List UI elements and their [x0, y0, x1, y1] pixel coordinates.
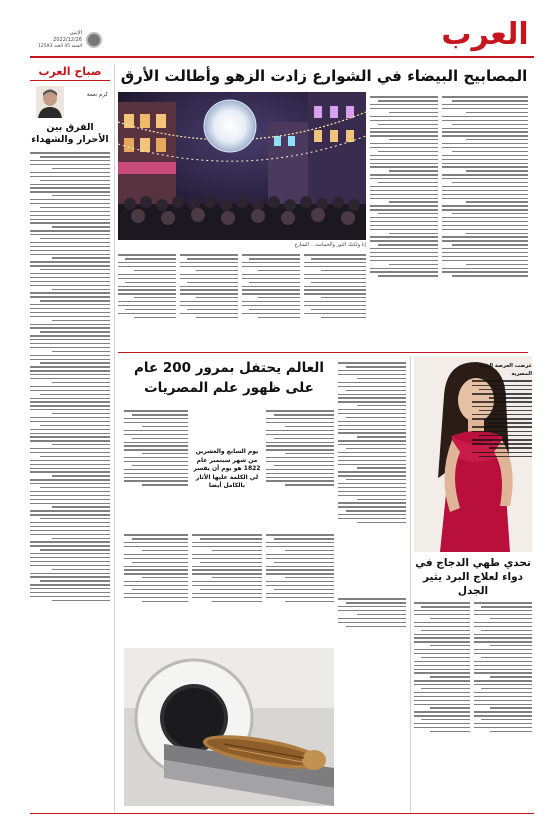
- mid-story-body-col1: [124, 408, 188, 526]
- issue-number: السنة 45 العدد 12593: [38, 44, 82, 49]
- side-story-headline: تحدي طهي الدجاج في دواء لعلاج البرد يثير الجدل: [415, 557, 531, 597]
- author-name: كرم نعمة: [86, 92, 108, 98]
- footer-rule: [30, 813, 534, 814]
- main-story-body-col3: [180, 252, 238, 348]
- masthead-emblem-icon: [86, 32, 102, 48]
- newspaper-logo: العرب: [441, 17, 529, 52]
- issue-info: [30, 30, 102, 52]
- mid-story-body-lower2: [192, 532, 262, 642]
- main-story-photo: [118, 92, 366, 240]
- side-story-body-col2: [414, 600, 470, 808]
- column-section-title: صباح العرب: [38, 65, 102, 78]
- main-story-body-right: [442, 94, 528, 350]
- author-photo: [36, 86, 64, 118]
- mid-story-body-lower1: [124, 532, 188, 642]
- mid-story-headline: العالم يحتفل بمرور 200 عام على ظهور علم المصريات: [134, 360, 324, 396]
- opinion-column: [30, 62, 110, 812]
- main-story-body-col1: [304, 252, 366, 348]
- column-divider: [114, 64, 115, 812]
- column-headline: الفرق بين الأحرار والشهداء: [31, 122, 109, 145]
- masthead: [0, 0, 550, 62]
- mummy-scan-photo: [124, 648, 334, 806]
- section-rule-1: [118, 352, 528, 353]
- main-headline: المصابيح البيضاء في الشوارع زادت الزهو وأطالت الأرق: [120, 67, 528, 85]
- pullquote-text: يوم السابع والعشرين من شهر سبتمبر عام 1822 هو يوم أن يفسر لي الكلمة عليها الأثار بالكامل أيضا: [193, 448, 261, 490]
- main-story-body-mid: [370, 94, 438, 350]
- mid-story-body-lower4: [338, 596, 406, 656]
- mid-story-body-lower3: [266, 532, 334, 642]
- issue-day: الإثنين: [69, 30, 82, 36]
- mid-story-body-col3: [266, 408, 334, 526]
- mid-story-pullquote: [192, 408, 262, 526]
- main-story-body-col2: [242, 252, 300, 348]
- side-story-kicker: عرضت العرضة الفنية المصرية: [478, 363, 532, 377]
- mid-divider: [410, 356, 411, 812]
- column-body: [30, 150, 110, 810]
- main-photo-caption: إنا ولكنك النور والحماسة... الشارع: [294, 242, 366, 248]
- side-story-kicker-block: [472, 362, 532, 552]
- mid-story-body-col4: [338, 360, 406, 590]
- main-story-body-col4: [118, 252, 176, 348]
- issue-date: 2022/12/26: [53, 37, 82, 43]
- masthead-rule: [30, 56, 534, 58]
- column-rule: [30, 80, 110, 81]
- side-story-body-col1: [474, 600, 532, 808]
